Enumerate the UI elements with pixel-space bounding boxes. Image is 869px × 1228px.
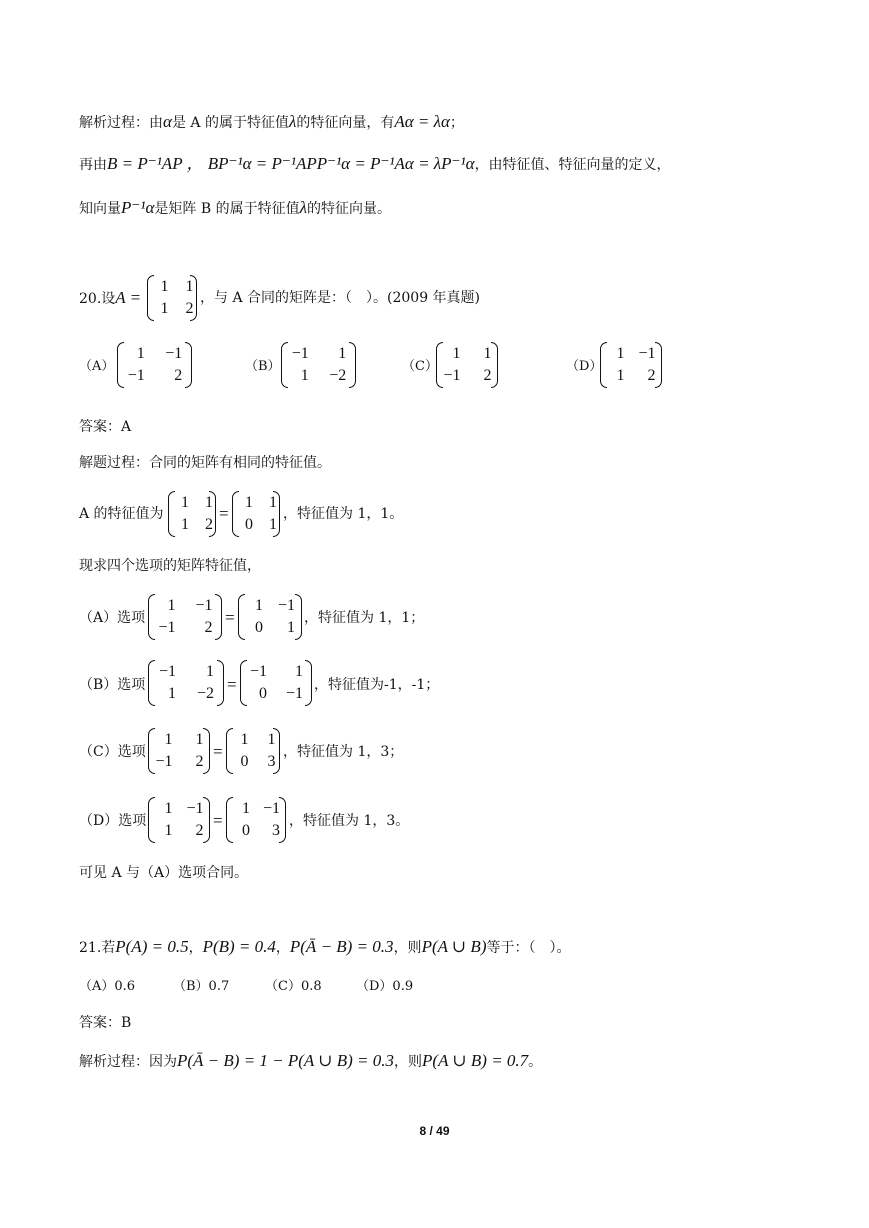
- q20-option-d-matrix: 1 −1 1 2: [600, 342, 662, 388]
- row-c-suffix: ，特征值为 1，3；: [283, 744, 404, 760]
- analysis-line-2: 再由B = P⁻¹AP ， BP⁻¹α = P⁻¹APP⁻¹α = P⁻¹Aα = λP⁻¹α，由特征值、特征向量的定义，: [79, 154, 671, 173]
- row-a-matrix-2: 1 −1 0 1: [238, 594, 302, 640]
- q20-suffix: ，与 A 合同的矩阵是：（ ）。(2009 年真题): [200, 290, 481, 306]
- q21-option-d: （D）0.9: [356, 979, 414, 994]
- q21-option-c: （C）0.8: [265, 979, 322, 994]
- a-eig-suffix: ，特征值为 1，1。: [283, 506, 404, 522]
- analysis-line-3: 知向量P⁻¹α是矩阵 B 的属于特征值λ的特征向量。: [79, 198, 391, 217]
- row-b-matrix-1: −1 1 1 −2: [148, 660, 224, 706]
- now-line: 现求四个选项的矩阵特征值，: [79, 558, 261, 574]
- q20-matrix-a: 1 1 1 2: [147, 275, 197, 321]
- q20-conclusion: 可见 A 与（A）选项合同。: [79, 865, 249, 881]
- row-a-matrix-1: 1 −1 −1 2: [148, 594, 222, 640]
- equals-sign: =: [213, 811, 223, 830]
- q20-option-c-label: （C）: [402, 359, 438, 374]
- analysis-line-1: 解析过程：由α是 A 的属于特征值λ的特征向量，有Aα = λα；: [79, 112, 464, 131]
- q20-option-a-matrix: 1 −1 −1 2: [117, 342, 192, 388]
- q20-option-b-matrix: −1 1 1 −2: [281, 342, 356, 388]
- row-c-matrix-2: 1 1 0 3: [226, 728, 280, 774]
- a-eig-matrix-1: 1 1 1 2: [168, 491, 216, 537]
- equals-sign: =: [227, 675, 237, 694]
- row-b-label: （B）选项: [79, 677, 146, 693]
- q20-option-d-label: （D）: [566, 359, 603, 374]
- equals-sign: =: [225, 608, 235, 627]
- row-a-suffix: ，特征值为 1，1；: [304, 610, 425, 626]
- q21-stem: 21.若P(A) = 0.5，P(B) = 0.4，P(Ā − B) = 0.3，则P(A ∪ B)等于：（ ）。: [79, 937, 571, 956]
- row-b-matrix-2: −1 1 0 −1: [240, 660, 312, 706]
- row-b-suffix: ，特征值为-1，-1；: [314, 677, 440, 693]
- a-eig-matrix-2: 1 1 0 1: [232, 491, 280, 537]
- row-c-matrix-1: 1 1 −1 2: [148, 728, 210, 774]
- a-eig-prefix: A 的特征值为: [79, 506, 164, 522]
- q20-option-b-label: （B）: [245, 359, 281, 374]
- q21-option-b: （B）0.7: [173, 979, 230, 994]
- q20-prefix: 20.设A =: [79, 288, 142, 307]
- q21-answer: 答案：B: [79, 1015, 132, 1031]
- q21-option-a: （A）0.6: [79, 979, 136, 994]
- q21-process: 解析过程：因为P(Ā − B) = 1 − P(A ∪ B) = 0.3，则P(A ∪ B) = 0.7。: [79, 1051, 543, 1070]
- equals-sign: =: [219, 504, 229, 523]
- q20-process: 解题过程：合同的矩阵有相同的特征值。: [79, 455, 331, 471]
- row-d-label: （D）选项: [79, 813, 147, 829]
- row-d-matrix-1: 1 −1 1 2: [148, 797, 210, 843]
- row-d-suffix: ，特征值为 1，3。: [289, 813, 410, 829]
- q20-option-c-matrix: 1 1 −1 2: [436, 342, 498, 388]
- equals-sign: =: [213, 742, 223, 761]
- row-a-label: （A）选项: [79, 610, 146, 626]
- page-number: 8 / 49: [419, 1124, 450, 1138]
- row-d-matrix-2: 1 −1 0 3: [226, 797, 286, 843]
- q20-option-a-label: （A）: [79, 359, 115, 374]
- q20-answer: 答案：A: [79, 419, 132, 435]
- row-c-label: （C）选项: [79, 744, 146, 760]
